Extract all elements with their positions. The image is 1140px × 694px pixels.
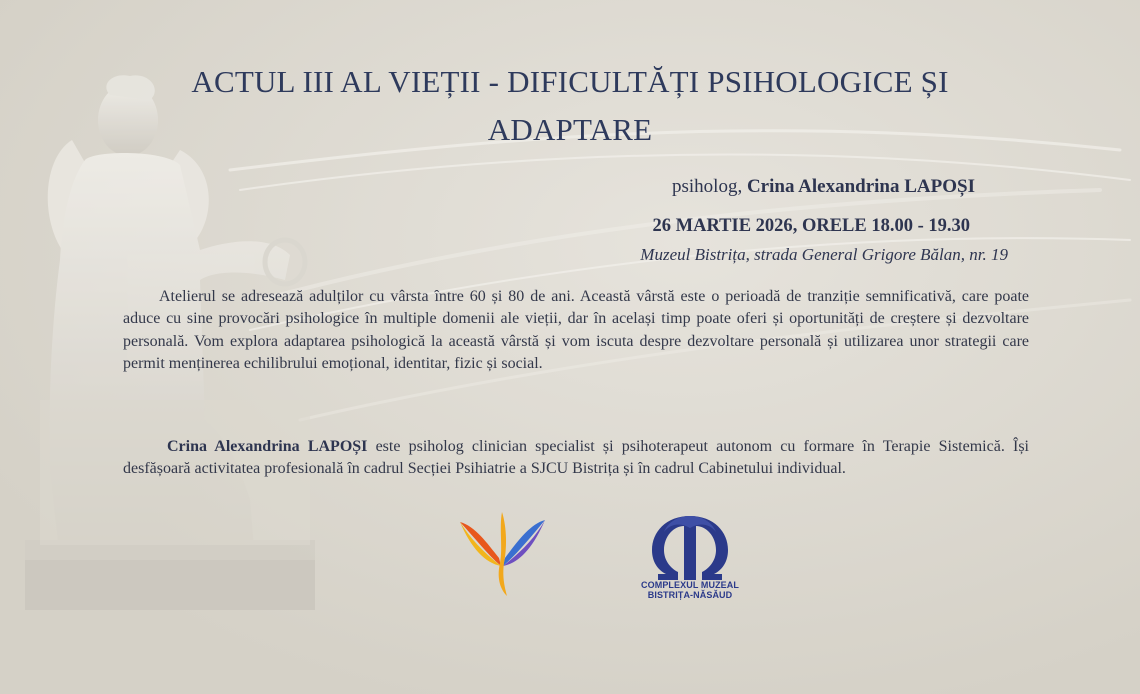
bio-paragraph [123,436,1029,481]
museum-logo-line1: COMPLEXUL MUZEAL [641,580,739,590]
event-date: 26 MARTIE 2026 [652,216,793,236]
psi-logo-icon [455,508,550,600]
speaker-prefix: psiholog, [672,176,747,197]
page-title: ACTUL III AL VIEȚII - DIFICULTĂȚI PSIHOLOGICE ȘI ADAPTARE [191,64,949,147]
speaker-line [540,176,975,198]
museum-logo-text [630,580,750,600]
event-date-time [540,216,970,237]
bio-text: este psiholog clinician specialist și psihoterapeut autonom cu formare în Terapie Sistemică. Își desfășoară activitatea profesională în cadrul Secției Psihiatrie a SJCU Bistrița și în cadrul Cabinetului individual. [123,438,1030,478]
event-location: Muzeul Bistrița, strada General Grigore Bălan, nr. 19 [640,245,1008,264]
speaker-name: Crina Alexandrina LAPOȘI [746,176,975,197]
bio-name: Crina Alexandrina LAPOȘI [167,438,368,455]
museum-logo-line2: BISTRIȚA-NĂSĂUD [647,590,733,600]
event-time: , ORELE 18.00 - 19.30 [792,216,970,236]
description-paragraph: Atelierul se adresează adulților cu vârsta între 60 și 80 de ani. Această vârstă este o perioadă de tranziție semnificativă, care poate aduce cu sine provocări psihologice în multiple domenii ale vieții, dar în același timp poate oferi și oportunități de creștere și dezvoltare personală. Vom explora adaptarea psihologică la această vârstă și vom iscuta despre dezvoltare personală și utilizarea unor strategii care permit menținerea echilibrului emoțional, identitar, fizic și social. [123,288,1029,373]
